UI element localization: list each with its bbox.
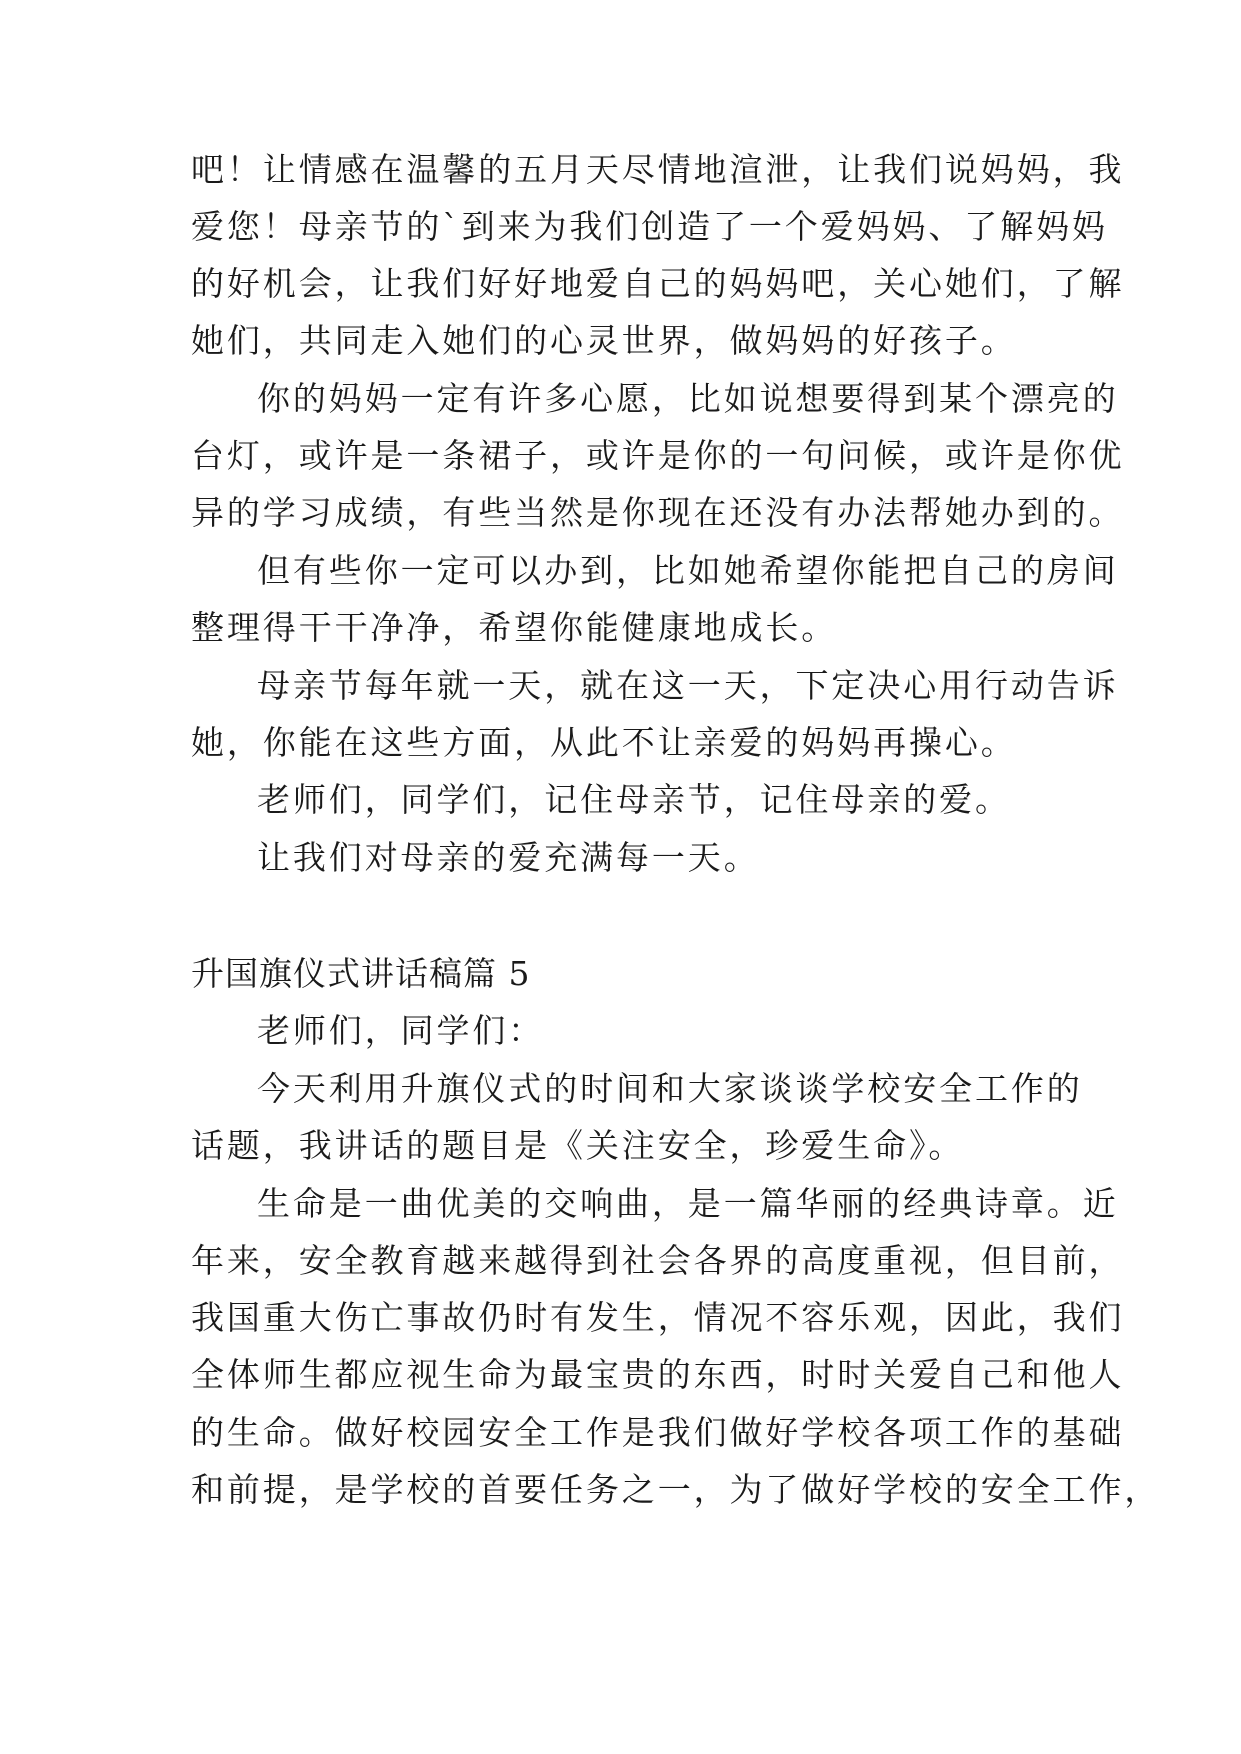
text-line: 台灯，或许是一条裙子，或许是你的一句问候，或许是你优 (191, 436, 1125, 475)
text-line: 让我们对母亲的爱充满每一天。 (257, 838, 760, 877)
section-title: 升国旗仪式讲话稿篇 5 (191, 954, 531, 993)
text-line: 年来，安全教育越来越得到社会各界的高度重视，但目前， (191, 1241, 1125, 1280)
greeting-line: 老师们，同学们： (257, 1011, 545, 1050)
text-line: 异的学习成绩，有些当然是你现在还没有办法帮她办到的。 (191, 493, 1125, 532)
text-line: 话题，我讲话的题目是《关注安全，珍爱生命》。 (191, 1126, 965, 1165)
text-line: 整理得干干净净，希望你能健康地成长。 (191, 608, 838, 647)
text-line: 全体师生都应视生命为最宝贵的东西，时时关爱自己和他人 (191, 1355, 1125, 1394)
text-line: 吧！让情感在温馨的五月天尽情地渲泄，让我们说妈妈，我 (191, 150, 1125, 189)
text-line: 爱您！母亲节的`到来为我们创造了一个爱妈妈、了解妈妈 (191, 207, 1108, 246)
text-line: 她，你能在这些方面，从此不让亲爱的妈妈再操心。 (191, 723, 1017, 762)
text-line: 但有些你一定可以办到，比如她希望你能把自己的房间 (257, 551, 1119, 590)
text-line: 和前提，是学校的首要任务之一，为了做好学校的安全工作， (191, 1470, 1161, 1509)
text-line: 你的妈妈一定有许多心愿，比如说想要得到某个漂亮的 (257, 379, 1119, 418)
text-line: 的生命。做好校园安全工作是我们做好学校各项工作的基础 (191, 1413, 1125, 1452)
text-line: 她们，共同走入她们的心灵世界，做妈妈的好孩子。 (191, 321, 1017, 360)
text-line: 的好机会，让我们好好地爱自己的妈妈吧，关心她们，了解 (191, 264, 1125, 303)
text-line: 母亲节每年就一天，就在这一天，下定决心用行动告诉 (257, 666, 1119, 705)
text-line: 今天利用升旗仪式的时间和大家谈谈学校安全工作的 (257, 1069, 1083, 1108)
text-line: 我国重大伤亡事故仍时有发生，情况不容乐观，因此，我们 (191, 1298, 1125, 1337)
text-line: 生命是一曲优美的交响曲，是一篇华丽的经典诗章。近 (257, 1184, 1119, 1223)
text-line: 老师们，同学们，记住母亲节，记住母亲的爱。 (257, 780, 1011, 819)
